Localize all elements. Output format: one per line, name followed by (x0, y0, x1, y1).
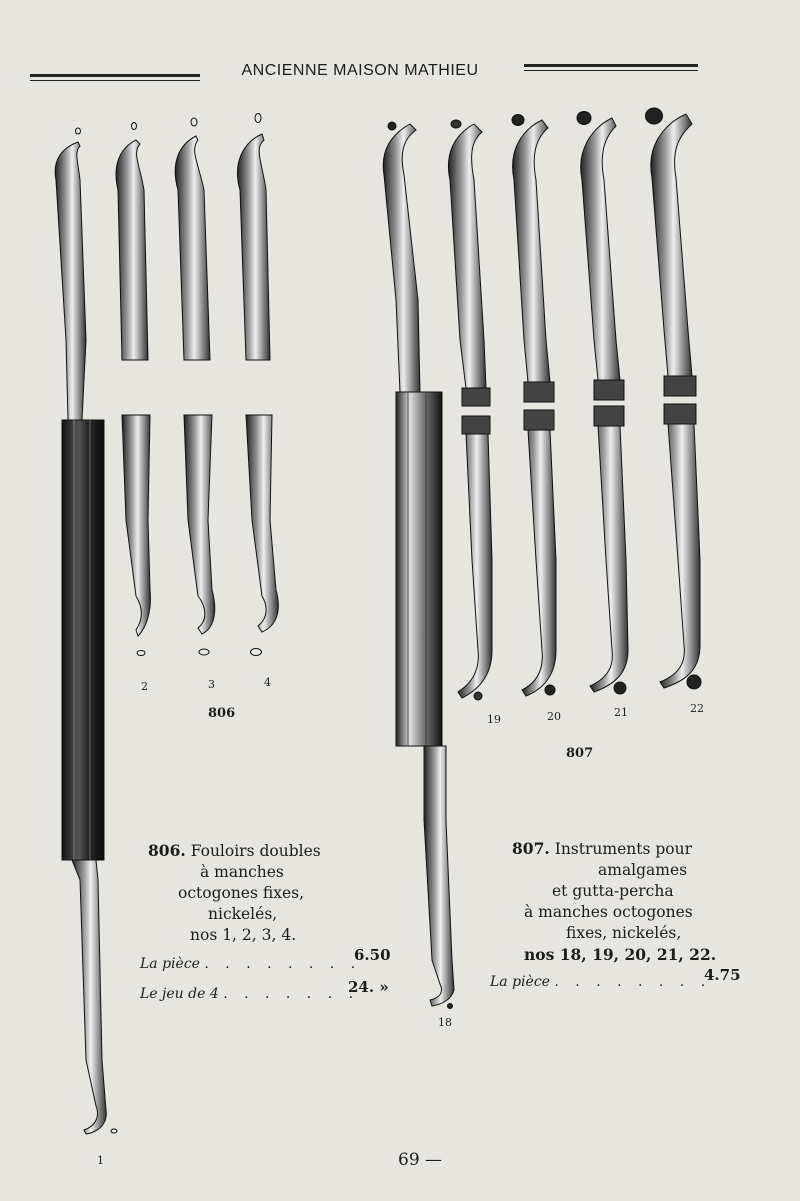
fig-label-18: 18 (438, 1016, 452, 1029)
item-806-price1-label: La pièce (140, 956, 200, 972)
instrument-21 (577, 112, 628, 695)
item-807-line-1: Instruments pour (554, 840, 692, 858)
fig-label-21: 21 (614, 706, 628, 719)
item-807-price1-label: La pièce (490, 974, 550, 990)
item-807-price1-value: 4.75 (704, 966, 741, 984)
instrument-22 (646, 108, 702, 689)
item-807-line-3: et gutta-percha (552, 882, 674, 900)
item-806-number: 806. (148, 841, 186, 860)
instrument-20 (512, 115, 556, 697)
page-header-title: ANCIENNE MAISON MATHIEU (241, 62, 479, 79)
instrument-1 (55, 128, 117, 1134)
fig-label-4: 4 (264, 676, 271, 689)
fig-label-22: 22 (690, 702, 704, 715)
item-806-line-3: octogones fixes, (178, 884, 304, 902)
item-806-price-row-1 (140, 956, 361, 972)
item-806-line-2: à manches (200, 863, 284, 881)
item-806-price2-value: 24. » (348, 978, 389, 996)
item-807-line-6: nos 18, 19, 20, 21, 22. (524, 945, 717, 964)
item-806-line-1: Fouloirs doubles (190, 842, 321, 860)
item-807-number: 807. (512, 839, 550, 858)
fig-label-3: 3 (208, 678, 215, 691)
item-806-line-4: nickelés, (208, 905, 278, 923)
item-806-price1-value: 6.50 (354, 946, 391, 964)
fig-label-19: 19 (487, 713, 501, 726)
dot-leader: . . . . . . . . (204, 956, 362, 972)
item-806-line-5: nos 1, 2, 3, 4. (190, 926, 297, 944)
instrument-19 (448, 120, 492, 700)
item-806-description (140, 840, 340, 946)
dot-leader: . . . . . . . (223, 986, 360, 1002)
item-806-price2-label: Le jeu de 4 (140, 986, 219, 1002)
item-807-line-2: amalgames (598, 861, 688, 879)
item-807-description (500, 838, 740, 965)
item-806-price-row-2 (140, 986, 359, 1002)
instrument-3 (175, 118, 215, 655)
dot-leader: . . . . . . . . (554, 974, 712, 990)
fig-catalog-807: 807 (566, 746, 594, 761)
fig-catalog-806: 806 (208, 706, 236, 721)
instrument-4 (237, 114, 278, 656)
fig-label-2: 2 (141, 680, 148, 693)
item-807-price-row-1 (490, 974, 711, 990)
instrument-18 (383, 122, 454, 1009)
fig-label-1: 1 (97, 1154, 104, 1167)
item-807-line-4: à manches octogones (524, 903, 693, 921)
item-807-line-5: fixes, nickelés, (566, 924, 682, 942)
instrument-2 (116, 123, 150, 656)
page-number: 69 — (398, 1150, 443, 1170)
fig-label-20: 20 (547, 710, 561, 723)
